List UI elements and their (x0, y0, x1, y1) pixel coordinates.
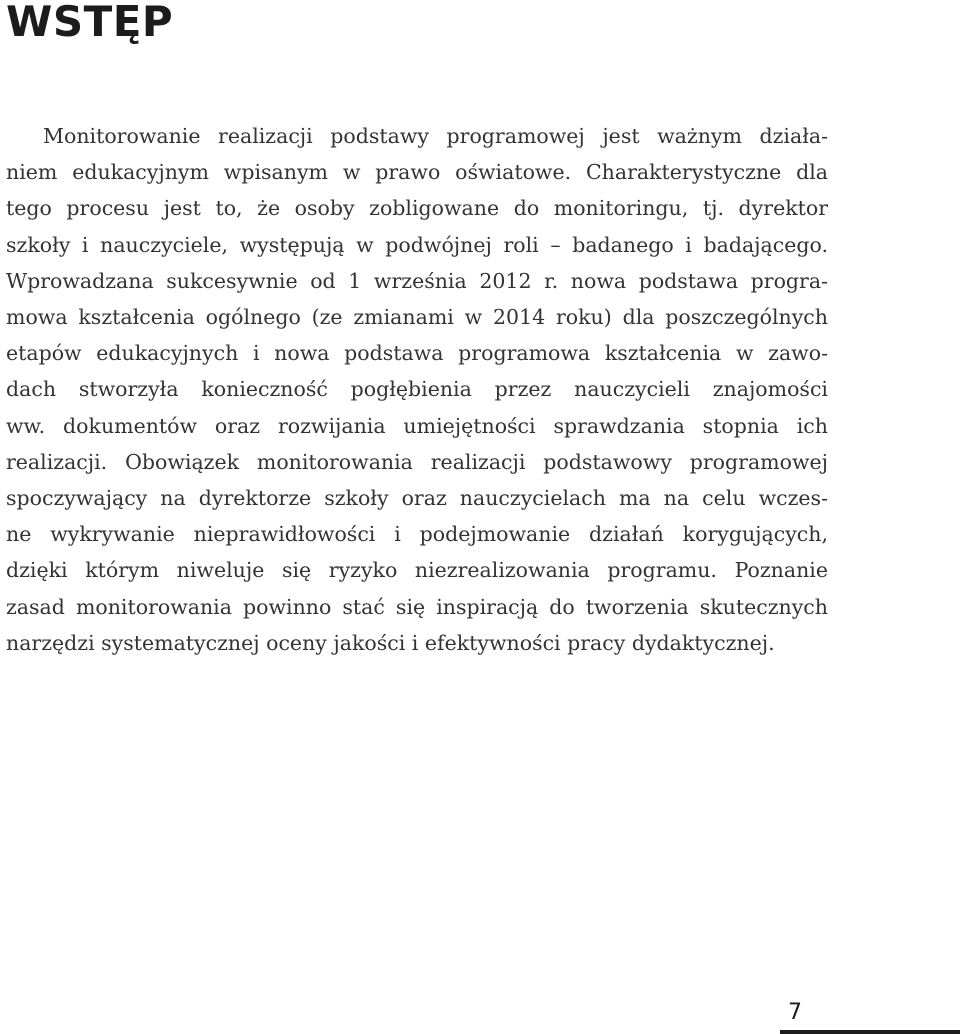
paragraph-line: Monitorowanie realizacji podstawy programowej jest ważnym działa- (43, 124, 828, 148)
paragraph-line: ww. dokumentów oraz rozwijania umiejętności sprawdzania stopnia ich (6, 413, 828, 438)
page-title: WSTĘP (6, 0, 174, 46)
paragraph-line: dach stworzyła konieczność pogłębienia przez nauczycieli znajomości (6, 377, 828, 402)
footer-rule (780, 1030, 960, 1034)
paragraph-line: ne wykrywanie nieprawidłowości i podejmowanie działań korygujących, (6, 522, 828, 547)
paragraph-line: spoczywający na dyrektorze szkoły oraz nauczycielach ma na celu wczes- (6, 486, 828, 511)
paragraph-line: etapów edukacyjnych i nowa podstawa programowa kształcenia w zawo- (6, 341, 828, 366)
paragraph-line: szkoły i nauczyciele, występują w podwójnej roli – badanego i badającego. (6, 232, 828, 257)
paragraph-line: realizacji. Obowiązek monitorowania realizacji podstawowy programowej (6, 449, 828, 474)
paragraph-line: niem edukacyjnym wpisanym w prawo oświatowe. Charakterystyczne dla (6, 160, 828, 185)
paragraph-line: mowa kształcenia ogólnego (ze zmianami w 2014 roku) dla poszczególnych (6, 305, 828, 330)
paragraph-line: tego procesu jest to, że osoby zobligowane do monitoringu, tj. dyrektor (6, 196, 828, 221)
paragraph-line: Wprowadzana sukcesywnie od 1 września 2012 r. nowa podstawa progra- (6, 268, 828, 293)
paragraph-line: dzięki którym niweluje się ryzyko niezrealizowania programu. Poznanie (6, 558, 828, 583)
paragraph-line: narzędzi systematycznej oceny jakości i efektywności pracy dydaktycznej. (6, 630, 775, 655)
body-paragraph (6, 118, 828, 661)
page-number: 7 (788, 1000, 802, 1025)
paragraph-line: zasad monitorowania powinno stać się inspiracją do tworzenia skutecznych (6, 594, 828, 619)
